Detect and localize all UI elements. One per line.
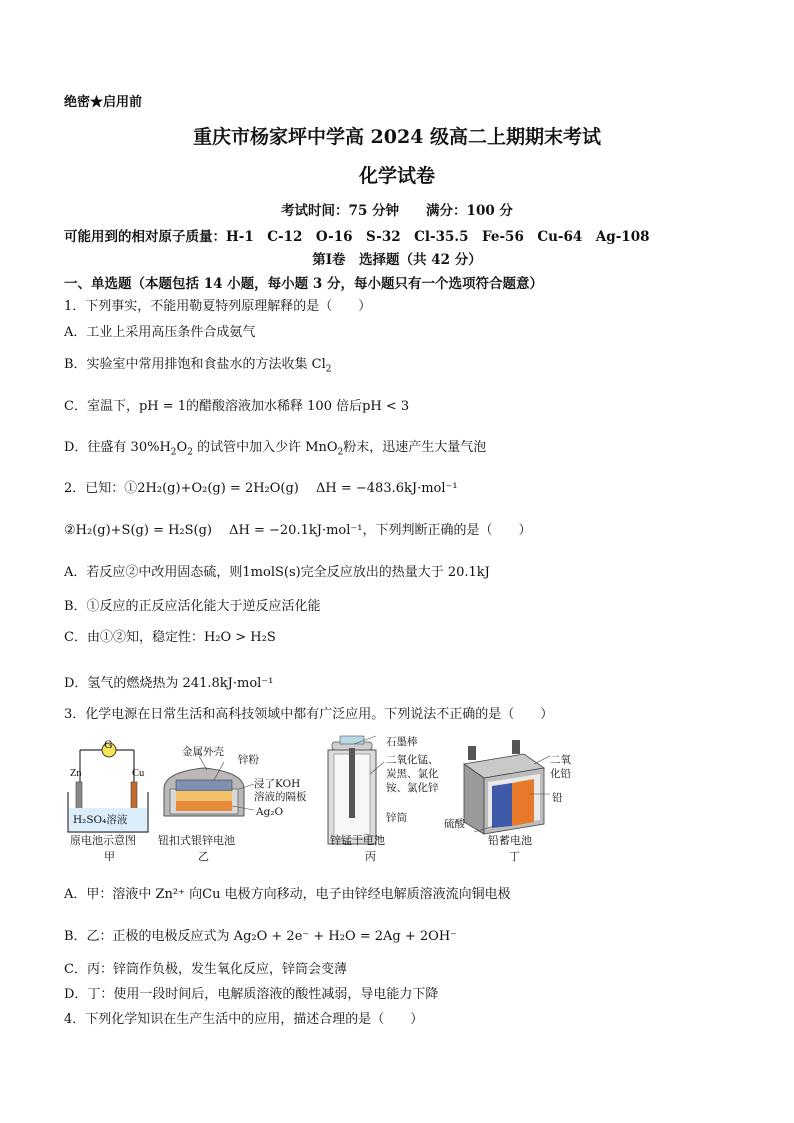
q3-option-b: B．乙：正极的电极反应式为 Ag₂O + 2e⁻ + H₂O = 2Ag + 2OH⁻ <box>64 929 458 944</box>
dry-cell-label: 丙 <box>365 850 376 863</box>
secret-mark: 绝密★启用前 <box>64 95 143 110</box>
galvanic-cell-caption: 原电池示意图 <box>70 834 136 847</box>
q1-option-b: B．实验室中常用排饱和食盐水的方法收集 $Cl_2$ <box>64 357 332 375</box>
section-title: 一、单选题（本题包括 14 小题，每小题 3 分，每小题只有一个选项符合题意） <box>64 276 543 292</box>
separator-label-line2: 溶液的隔板 <box>254 791 307 803</box>
q2-option-b: B．①反应的正反应活化能大于逆反应活化能 <box>64 599 321 614</box>
q2-option-d: D．氢气的燃烧热为 241.8kJ·mol⁻¹ <box>64 676 274 691</box>
paste-label-line2: 炭黑、氯化 <box>386 768 439 780</box>
part-title: 第Ⅰ卷 选择题（共 42 分） <box>312 252 482 268</box>
q1-option-c: C．室温下，pH = 1的醋酸溶液加水稀释 100 倍后pH < 3 <box>64 399 410 414</box>
galvanometer-label: G <box>104 739 113 751</box>
q3-stem: 3．化学电源在日常生活和高科技领域中都有广泛应用。下列说法不正确的是（ ） <box>64 707 554 722</box>
q2-stem-line1: 2．已知：①2H₂(g)+O₂(g) = 2H₂O(g) ΔH = −483.6kJ·mol⁻¹ <box>64 481 458 496</box>
lead-acid-caption: 铅蓄电池 <box>488 834 532 847</box>
lead-acid-battery-diagram <box>464 740 550 834</box>
q1-stem: 1．下列事实，不能用勒夏特列原理解释的是（ ） <box>64 299 372 314</box>
q3-option-c: C．丙：锌筒作负极，发生氧化反应，锌筒会变薄 <box>64 962 347 977</box>
q3-option-d: D．丁：使用一段时间后，电解质溶液的酸性减弱，导电能力下降 <box>64 987 439 1002</box>
paste-label-line3: 铵、氯化锌 <box>386 782 439 794</box>
cu-electrode-label: Cu <box>132 768 145 779</box>
zinc-powder-label: 锌粉 <box>238 754 259 766</box>
button-cell-label: 乙 <box>198 850 209 863</box>
lead-label: 铅 <box>552 792 563 804</box>
q2-option-c: C．由①②知，稳定性：H₂O > H₂S <box>64 630 276 645</box>
sulfuric-acid-battery-label: 硫酸 <box>444 818 465 830</box>
q1-option-d: D．往盛有 $30\%H_2O_2$ 的试管中加入少许 MnO$_2$粉末，迅速产生大量气泡 <box>64 440 487 458</box>
zinc-can-label: 锌筒 <box>386 812 407 824</box>
dry-cell-diagram <box>328 736 384 844</box>
metal-shell-label: 金属外壳 <box>182 746 224 758</box>
sulfuric-acid-label: H₂SO₄溶液 <box>73 814 128 826</box>
button-cell-caption: 钮扣式银锌电池 <box>158 834 235 847</box>
q4-stem: 4．下列化学知识在生产生活中的应用，描述合理的是（ ） <box>64 1012 424 1027</box>
exam-title: 重庆市杨家坪中学高 2024 级高二上期期末考试 <box>192 126 602 148</box>
exam-info: 考试时间：75 分钟 满分：100 分 <box>281 203 513 219</box>
subject-title: 化学试卷 <box>358 165 435 187</box>
atomic-masses: 可能用到的相对原子质量：H-1 C-12 O-16 S-32 Cl-35.5 Fe-56 Cu-64 Ag-108 <box>64 229 650 245</box>
zn-electrode-label: Zn <box>70 768 82 779</box>
lead-dioxide-label-line2: 化铅 <box>550 768 571 780</box>
graphite-rod-label: 石墨棒 <box>386 736 418 748</box>
silver-oxide-label: Ag₂O <box>256 806 284 818</box>
separator-label-line1: 浸了KOH <box>254 778 301 790</box>
dry-cell-caption: 锌锰干电池 <box>330 834 385 847</box>
q2-option-a: A．若反应②中改用固态硫，则1molS(s)完全反应放出的热量大于 20.1kJ <box>64 565 490 580</box>
galvanic-cell-label: 甲 <box>104 850 115 863</box>
q3-option-a: A．甲：溶液中 Zn²⁺ 向Cu 电极方向移动，电子由锌经电解质溶液流向铜电极 <box>64 887 511 902</box>
lead-acid-label: 丁 <box>509 850 520 863</box>
lead-dioxide-label-line1: 二氧 <box>550 754 571 766</box>
paste-label-line1: 二氧化锰、 <box>386 754 439 766</box>
q2-stem-line2: ②H₂(g)+S(g) = H₂S(g) ΔH = −20.1kJ·mol⁻¹，下列判断正确的是（ ） <box>64 523 532 538</box>
q3-battery-figure <box>64 734 584 864</box>
q1-option-a: A．工业上采用高压条件合成氨气 <box>64 325 256 340</box>
